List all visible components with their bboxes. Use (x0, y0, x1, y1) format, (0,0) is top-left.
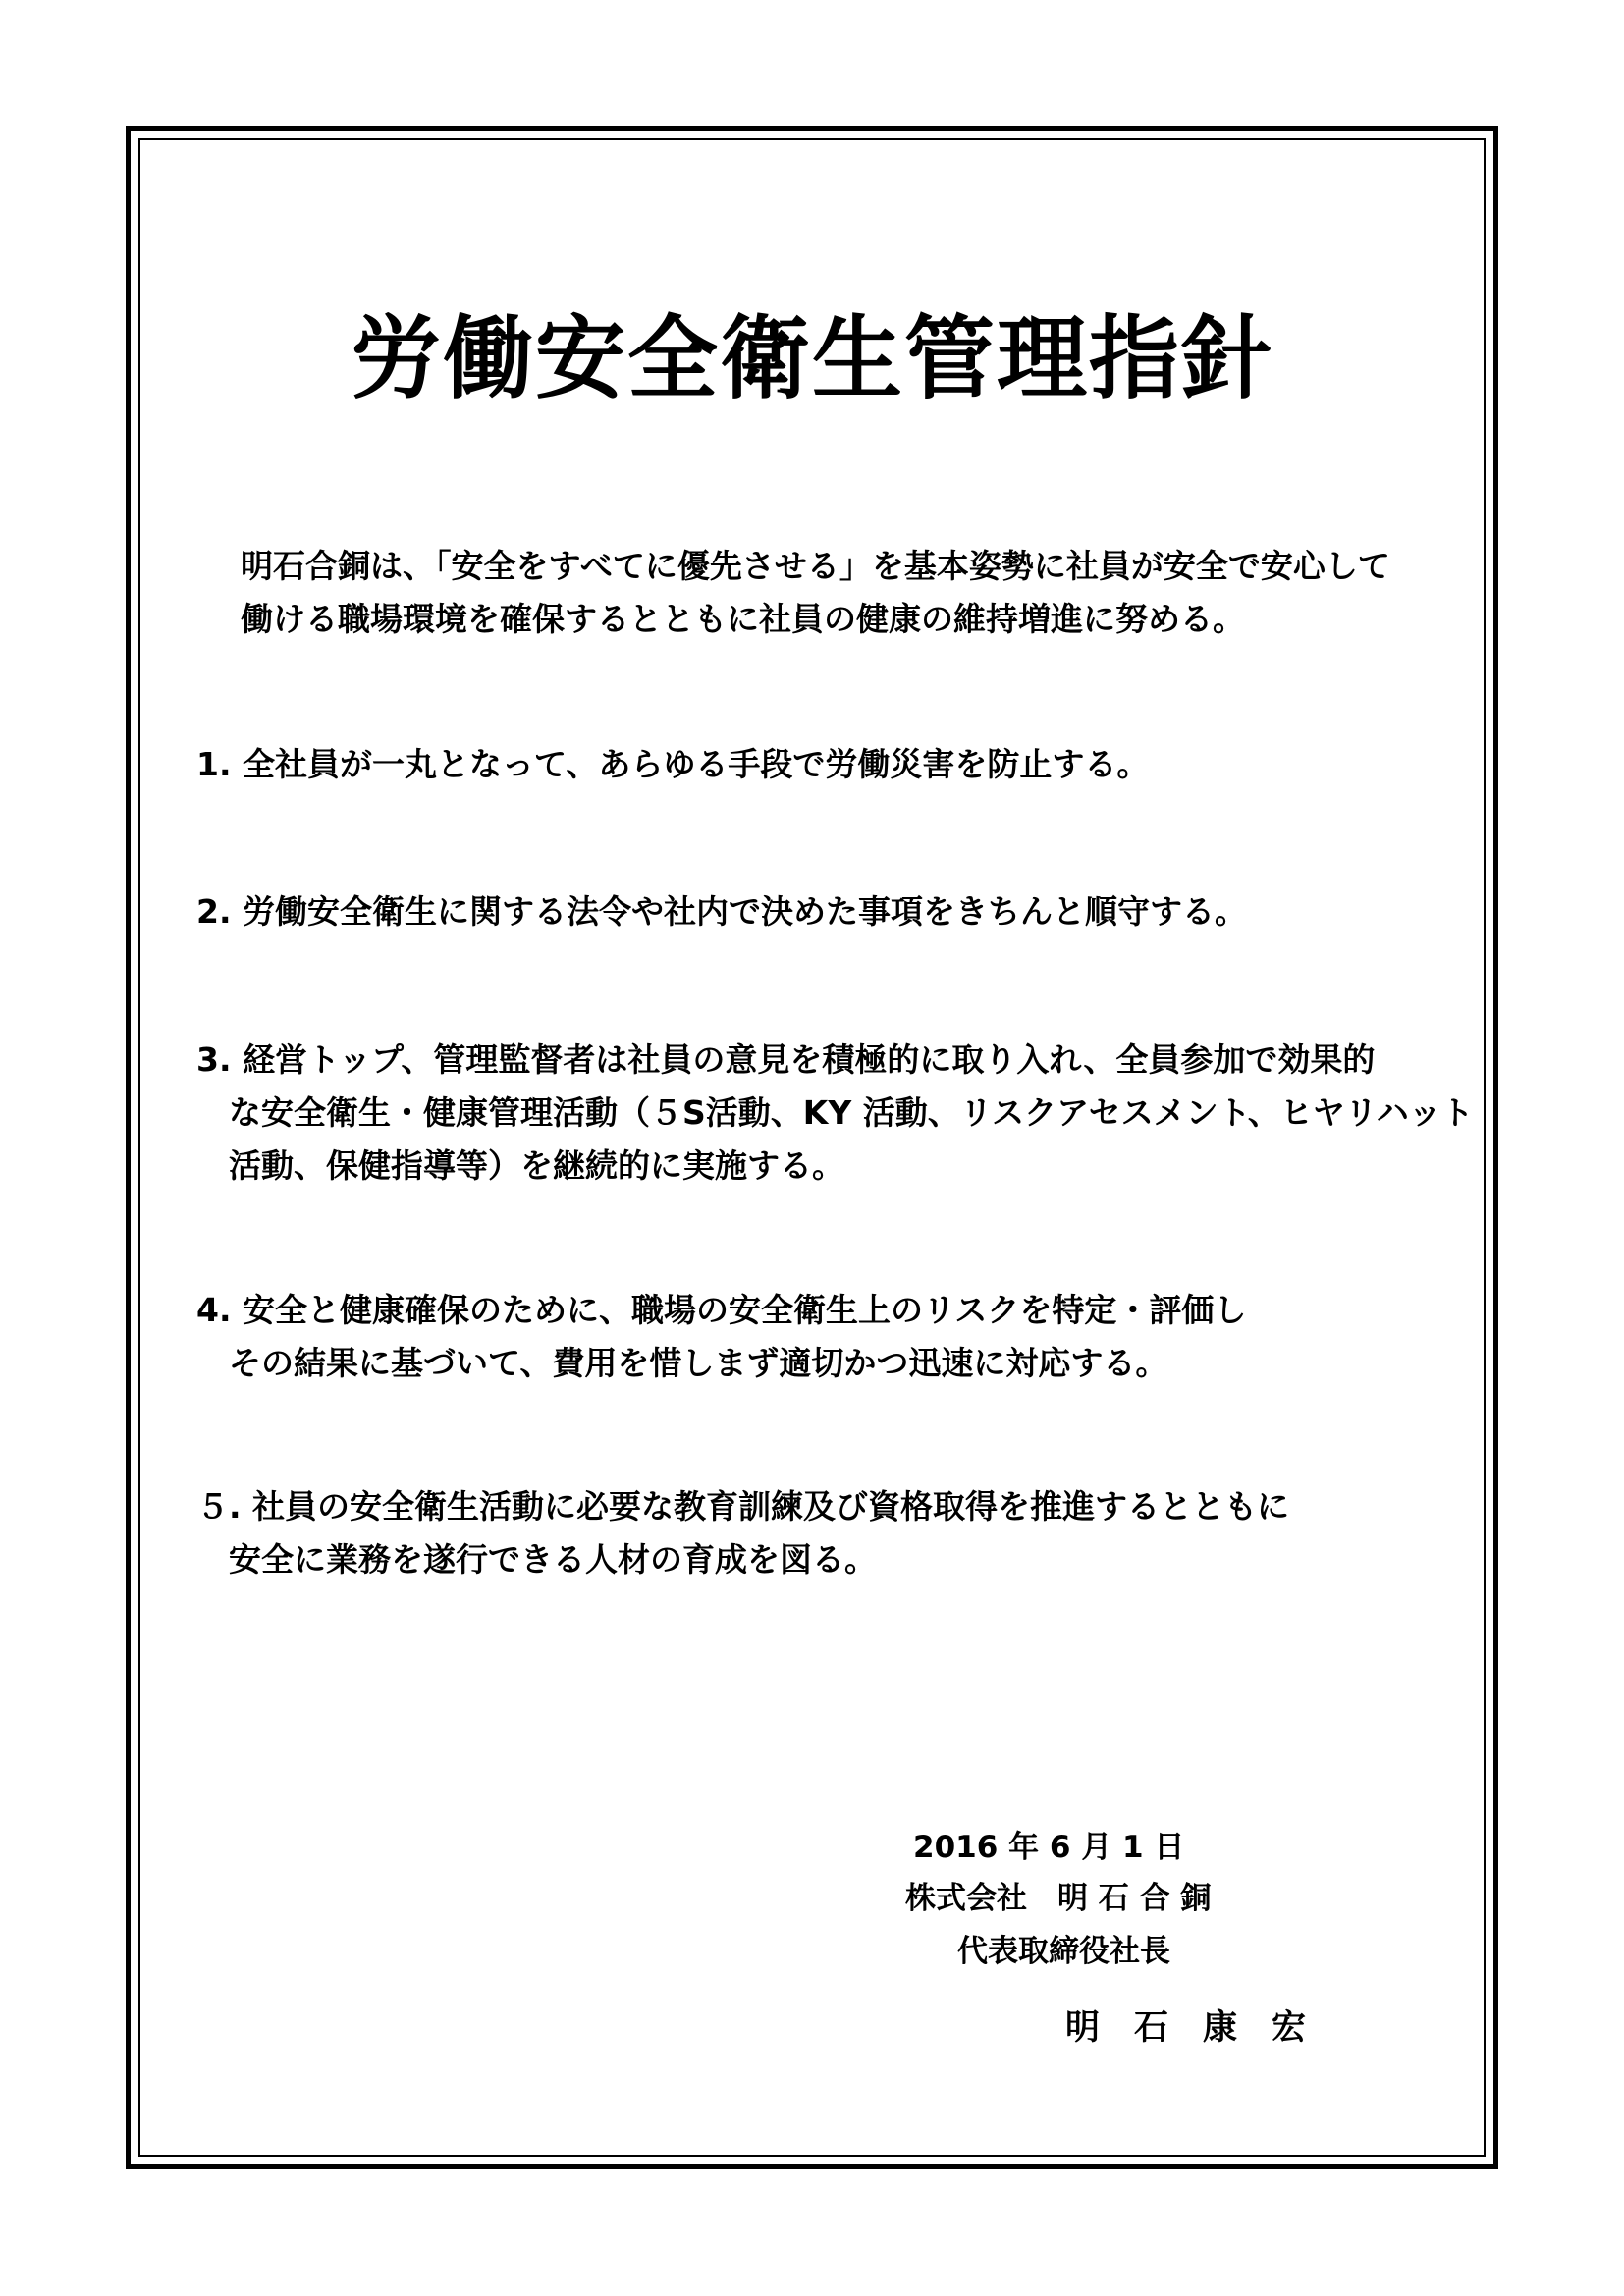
signature-company: 株式会社 明 石 合 銅 (905, 1881, 1212, 1916)
policy-item-4 (196, 1284, 1246, 1390)
document-title: 労働安全衛生管理指針 (350, 306, 1273, 411)
policy-item-line: ５. 社員の安全衛生活動に必要な教育訓練及び資格取得を推進するとともに (196, 1487, 1290, 1525)
intro-line: 明石合銅は、「安全をすべてに優先させる」を基本姿勢に社員が安全で安心して (241, 547, 1390, 585)
policy-item-3 (196, 1034, 1474, 1193)
intro-paragraph (241, 540, 1390, 646)
signature-date: 2016 年 6 月 1 日 (913, 1830, 1185, 1865)
policy-item-line: 2. 労働安全衛生に関する法令や社内で決めた事項をきちんと順守する。 (196, 892, 1247, 931)
policy-item-1 (196, 738, 1149, 791)
policy-item-line: 活動、保健指導等）を継続的に実施する。 (229, 1147, 844, 1185)
signature-position: 代表取締役社長 (957, 1934, 1170, 1969)
policy-item-line: な安全衛生・健康管理活動（５S活動、KY 活動、リスクアセスメント、ヒヤリハット (229, 1094, 1474, 1132)
signature-name: 明 石 康 宏 (1065, 2008, 1307, 2048)
policy-item-5 (196, 1480, 1289, 1586)
policy-item-line: その結果に基づいて、費用を惜しまず適切かつ迅速に対応する。 (229, 1344, 1168, 1382)
policy-item-line: 安全に業務を遂行できる人材の育成を図る。 (229, 1540, 877, 1578)
policy-item-line: 4. 安全と健康確保のために、職場の安全衛生上のリスクを特定・評価し (196, 1291, 1247, 1329)
intro-line: 働ける職場環境を確保するとともに社員の健康の維持増進に努める。 (241, 600, 1245, 638)
policy-item-line: 3. 経営トップ、管理監督者は社員の意見を積極的に取り入れ、全員参加で効果的 (196, 1041, 1376, 1079)
policy-item-line: 1. 全社員が一丸となって、あらゆる手段で労働災害を防止する。 (196, 745, 1150, 783)
policy-item-2 (196, 885, 1247, 938)
